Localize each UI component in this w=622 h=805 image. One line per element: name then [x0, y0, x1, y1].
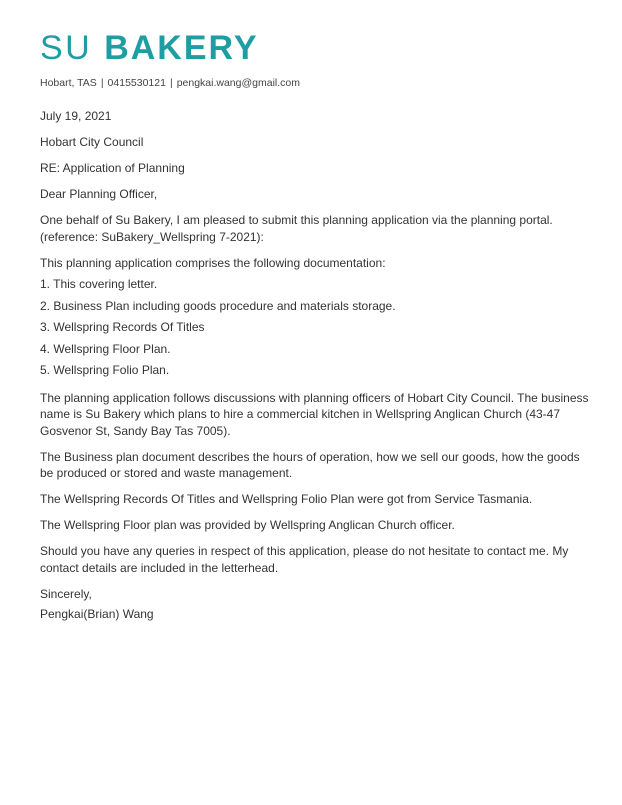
letter-subject: RE: Application of Planning — [40, 161, 185, 175]
letter-intro: One behalf of Su Bakery, I am pleased to submit this planning application via the planning portal. (reference: SuBakery_Wellspring 7-2021): — [40, 213, 553, 244]
letter-closing: Sincerely, — [40, 586, 92, 601]
letter-salutation: Dear Planning Officer, — [40, 187, 158, 201]
paragraph: The planning application follows discussions with planning officers of Hobart City Council. The business name is Su Bakery which plans to hire a commercial kitchen in Wellspring Anglican Church (43-47 Gosvenor St, Sandy Bay Tas 7005). — [40, 390, 589, 438]
letter-page — [40, 28, 592, 627]
contact-phone: 0415530121 — [107, 77, 166, 89]
contact-email: pengkai.wang@gmail.com — [176, 77, 300, 89]
letter-date: July 19, 2021 — [40, 109, 112, 123]
letter-recipient: Hobart City Council — [40, 135, 144, 149]
logo-bold-text: BAKERY — [104, 29, 259, 67]
list-item: 4. Wellspring Floor Plan. — [40, 341, 171, 356]
contact-location: Hobart, TAS — [40, 77, 97, 89]
logo-light-text: SU — [40, 29, 93, 67]
list-intro: This planning application comprises the following documentation: — [40, 255, 386, 270]
paragraph: The Business plan document describes the hours of operation, how we sell our goods, how the goods be produced or stored and waste management. — [40, 449, 580, 480]
list-item: 5. Wellspring Folio Plan. — [40, 363, 170, 377]
letter-body — [40, 108, 592, 623]
paragraph: Should you have any queries in respect of this application, please do not hesitate to contact me. My contact details are included in the letterhead. — [40, 544, 569, 575]
company-logo — [40, 28, 592, 68]
contact-separator: | — [169, 77, 173, 89]
paragraph: The Wellspring Floor plan was provided by Wellspring Anglican Church officer. — [40, 518, 455, 532]
paragraph: The Wellspring Records Of Titles and Wellspring Folio Plan were got from Service Tasmania. — [40, 492, 533, 506]
list-item: 2. Business Plan including goods procedure and materials storage. — [40, 298, 396, 313]
document-list — [40, 276, 592, 379]
contact-line — [40, 76, 592, 90]
list-item: 3. Wellspring Records Of Titles — [40, 320, 205, 334]
contact-separator: | — [100, 77, 104, 89]
letter-signature: Pengkai(Brian) Wang — [40, 607, 154, 621]
list-item: 1. This covering letter. — [40, 277, 158, 291]
